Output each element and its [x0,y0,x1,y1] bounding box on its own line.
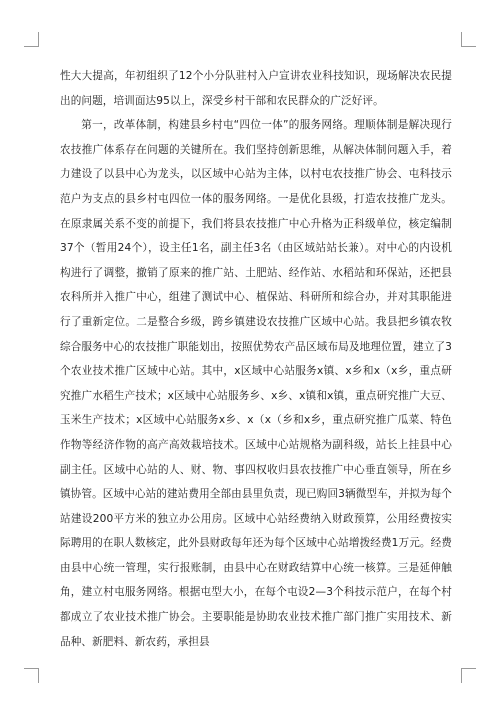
crop-mark-bottom-left [24,668,39,683]
crop-mark-top-right [461,32,476,47]
paragraph-continued: 性大大提高，年初组织了12个小分队驻村入户宣讲农业科技知识，现场解决农民提出的问题，培训面达95以上，深受乡村干部和农民群众的广泛好评。 [60,70,452,107]
crop-mark-bottom-right [461,668,476,683]
document-body [60,64,452,654]
paragraph-reform-system: 第一，改革体制，构建县乡村屯“四位一体”的服务网络。理顺体制是解决现行农技推广体系存在问题的关键所在。我们坚持创新思维，从解决体制问题入手，着力建设了以县中心为龙头，以区域中心站为主体，以村屯农技推广协会、屯科技示范户为支点的县乡村屯四位一体的服务网络。一是优化县级，打造农技推广龙头。在原隶属关系不变的前提下，我们将县农技推广中心升格为正科级单位，核定编制37个（暂用24个），设主任1名，副主任3名（由区域站站长兼）。对中心的内设机构进行了调整，撤销了原来的推广站、土肥站、经作站、水稻站和环保站，还把县农科所并入推广中心，组建了测试中心、植保站、科研所和综合办，并对其职能进行了重新定位。二是整合乡级，跨乡镇建设农技推广区域中心站。我县把乡镇农牧综合服务中心的农技推广职能划出，按照优势农产品区域布局及地理位置，建立了3个农业技术推广区域中心站。其中，x区域中心站服务x镇、x乡和x（x乡，重点研究推广水稻生产技术；x区域中心站服务乡、x乡、x镇和x镇，重点研究推广大豆、玉米生产技术；x区域中心站服务x乡、x（x（乡和x乡，重点研究推广瓜菜、特色作物等经济作物的高产高效栽培技术。区域中心站规格为副科级，站长上挂县中心副主任。区域中心站的人、财、物、事四权收归县农技推广中心垂直领导，所在乡镇协管。区域中心站的建站费用全部由县里负责，现已购回3辆微型车，并拟为每个站建设200平方米的独立办公用房。区域中心站经费纳入财政预算，公用经费按实际聘用的在职人数核定，此外县财政每年还为每个区域中心站增拨经费1万元。经费由县中心统一管理，实行报账制，由县中心在财政结算中心统一核算。三是延伸触角，建立村屯服务网络。根据屯型大小，在每个屯设2—3个科技示范户，在每个村都成立了农业技术推广协会。主要职能是协助农业技术推广部门推广实用技术、新品种、新肥料、新农药，承担县 [60,119,452,648]
crop-mark-top-left [24,32,39,47]
